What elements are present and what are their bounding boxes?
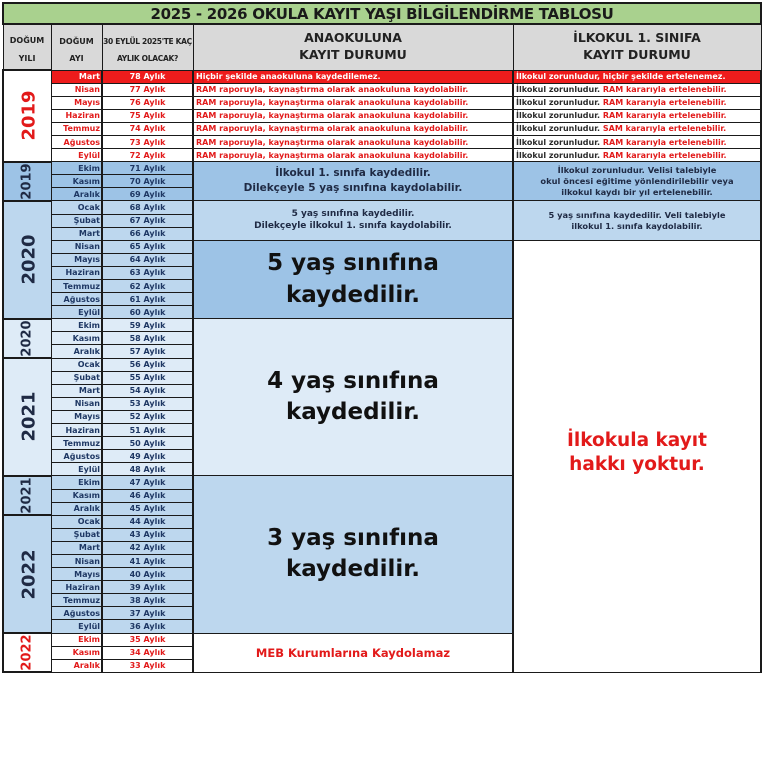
birth-month: Ocak: [51, 201, 102, 214]
birth-month: Nisan: [51, 83, 102, 96]
age-months: 71 Aylık: [102, 162, 193, 175]
birth-month: Eylül: [51, 149, 102, 162]
table-row: [3, 201, 761, 214]
age-months: 78 Aylık: [102, 70, 193, 83]
birth-month: Kasım: [51, 646, 102, 659]
primary-status: İlkokul zorunludur. RAM kararıyla ertelenebilir.: [513, 96, 761, 109]
age-months: 69 Aylık: [102, 188, 193, 201]
preschool-status: RAM raporuyla, kaynaştırma olarak anaokuluna kaydolabilir.: [193, 122, 513, 135]
birth-month: Mart: [51, 384, 102, 397]
age-months: 73 Aylık: [102, 135, 193, 148]
primary-status: İlkokul zorunludur. RAM kararıyla ertelenebilir.: [513, 83, 761, 96]
birth-month: Ağustos: [51, 293, 102, 306]
birth-year-cell: 2019: [3, 162, 51, 201]
age-months: 62 Aylık: [102, 280, 193, 293]
age-months: 38 Aylık: [102, 594, 193, 607]
age-months: 45 Aylık: [102, 502, 193, 515]
age-months: 75 Aylık: [102, 109, 193, 122]
birth-month: Mayıs: [51, 568, 102, 581]
primary-status: 5 yaş sınıfına kaydedilir. Veli talebiyle ilkokul 1. sınıfa kaydolabilir.: [513, 201, 761, 240]
preschool-status-3yas: 3 yaş sınıfına kaydedilir.: [193, 476, 513, 633]
birth-month: Haziran: [51, 581, 102, 594]
age-months: 55 Aylık: [102, 371, 193, 384]
preschool-status: RAM raporuyla, kaynaştırma olarak anaokuluna kaydolabilir.: [193, 135, 513, 148]
header-preschool: ANAOKULUNA KAYIT DURUMU: [193, 24, 513, 70]
birth-month: Aralık: [51, 345, 102, 358]
primary-status: İlkokul zorunludur. RAM kararıyla ertelenebilir.: [513, 135, 761, 148]
birth-month: Ağustos: [51, 607, 102, 620]
age-months: 59 Aylık: [102, 319, 193, 332]
table-row: [3, 70, 761, 83]
table-row: [3, 149, 761, 162]
age-months: 47 Aylık: [102, 476, 193, 489]
header-birth-year: DOĞUM YILI: [3, 24, 51, 70]
age-months: 70 Aylık: [102, 175, 193, 188]
birth-month: Temmuz: [51, 594, 102, 607]
birth-month: Eylül: [51, 463, 102, 476]
preschool-status: Hiçbir şekilde anaokuluna kaydedilemez.: [193, 70, 513, 83]
header-birth-month: DOĞUM AYI: [51, 24, 102, 70]
birth-year-cell: 2021: [3, 476, 51, 515]
birth-month: Kasım: [51, 489, 102, 502]
age-months: 50 Aylık: [102, 437, 193, 450]
age-months: 61 Aylık: [102, 293, 193, 306]
age-months: 66 Aylık: [102, 227, 193, 240]
birth-month: Ocak: [51, 358, 102, 371]
birth-month: Mart: [51, 227, 102, 240]
birth-month: Şubat: [51, 528, 102, 541]
birth-year-cell: 2022: [3, 515, 51, 633]
table-row: [3, 240, 761, 253]
birth-month: Ekim: [51, 162, 102, 175]
age-months: 60 Aylık: [102, 306, 193, 319]
primary-status: İlkokul zorunludur, hiçbir şekilde ertelenemez.: [513, 70, 761, 83]
preschool-status: İlkokul 1. sınıfa kaydedilir. Dilekçeyle 5 yaş sınıfına kaydolabilir.: [193, 162, 513, 201]
header-row: [3, 24, 761, 70]
registration-age-table-container: [2, 2, 760, 673]
age-months: 64 Aylık: [102, 253, 193, 266]
birth-month: Mayıs: [51, 253, 102, 266]
birth-month: Temmuz: [51, 280, 102, 293]
birth-month: Ekim: [51, 319, 102, 332]
preschool-status: RAM raporuyla, kaynaştırma olarak anaokuluna kaydolabilir.: [193, 109, 513, 122]
age-months: 58 Aylık: [102, 332, 193, 345]
table-row: [3, 109, 761, 122]
table-row: [3, 122, 761, 135]
birth-month: Ocak: [51, 515, 102, 528]
age-months: 57 Aylık: [102, 345, 193, 358]
table-title: 2025 - 2026 OKULA KAYIT YAŞI BİLGİLENDİRME TABLOSU: [3, 3, 761, 24]
age-months: 39 Aylık: [102, 581, 193, 594]
primary-status: İlkokul zorunludur. Velisi talebiyle okul öncesi eğitime yönlendirilebilir veya ilkokul kaydı bir yıl ertelenebilir.: [513, 162, 761, 201]
age-months: 76 Aylık: [102, 96, 193, 109]
age-months: 37 Aylık: [102, 607, 193, 620]
birth-month: Nisan: [51, 554, 102, 567]
preschool-status: RAM raporuyla, kaynaştırma olarak anaokuluna kaydolabilir.: [193, 96, 513, 109]
birth-month: Eylül: [51, 306, 102, 319]
birth-month: Temmuz: [51, 122, 102, 135]
preschool-status: RAM raporuyla, kaynaştırma olarak anaokuluna kaydolabilir.: [193, 149, 513, 162]
primary-status-no-right: İlkokula kayıt hakkı yoktur.: [513, 240, 761, 672]
birth-month: Temmuz: [51, 437, 102, 450]
birth-month: Şubat: [51, 371, 102, 384]
birth-month: Ağustos: [51, 450, 102, 463]
age-months: 48 Aylık: [102, 463, 193, 476]
birth-year-cell: 2020: [3, 319, 51, 358]
age-months: 56 Aylık: [102, 358, 193, 371]
birth-month: Aralık: [51, 188, 102, 201]
primary-status: İlkokul zorunludur. SAM kararıyla ertelenebilir.: [513, 122, 761, 135]
age-months: 53 Aylık: [102, 397, 193, 410]
birth-month: Kasım: [51, 175, 102, 188]
registration-age-table: [2, 2, 762, 673]
birth-month: Haziran: [51, 266, 102, 279]
preschool-status-5yas: 5 yaş sınıfına kaydedilir.: [193, 240, 513, 319]
birth-year-cell: 2019: [3, 70, 51, 162]
age-months: 43 Aylık: [102, 528, 193, 541]
birth-month: Mayıs: [51, 410, 102, 423]
birth-month: Ekim: [51, 476, 102, 489]
birth-year-cell: 2022: [3, 633, 51, 672]
age-months: 46 Aylık: [102, 489, 193, 502]
age-months: 36 Aylık: [102, 620, 193, 633]
preschool-status: RAM raporuyla, kaynaştırma olarak anaokuluna kaydolabilir.: [193, 83, 513, 96]
age-months: 51 Aylık: [102, 424, 193, 437]
age-months: 77 Aylık: [102, 83, 193, 96]
birth-month: Kasım: [51, 332, 102, 345]
age-months: 41 Aylık: [102, 554, 193, 567]
table-row: [3, 96, 761, 109]
primary-status: İlkokul zorunludur. RAM kararıyla ertelenebilir.: [513, 109, 761, 122]
age-months: 49 Aylık: [102, 450, 193, 463]
birth-month: Ağustos: [51, 135, 102, 148]
header-primary: İLKOKUL 1. SINIFA KAYIT DURUMU: [513, 24, 761, 70]
birth-year-cell: 2020: [3, 201, 51, 319]
birth-year-cell: 2021: [3, 358, 51, 476]
age-months: 65 Aylık: [102, 240, 193, 253]
age-months: 44 Aylık: [102, 515, 193, 528]
birth-month: Ekim: [51, 633, 102, 646]
age-months: 35 Aylık: [102, 633, 193, 646]
birth-month: Aralık: [51, 502, 102, 515]
birth-month: Aralık: [51, 659, 102, 672]
preschool-status-4yas: 4 yaş sınıfına kaydedilir.: [193, 319, 513, 476]
preschool-status: 5 yaş sınıfına kaydedilir. Dilekçeyle ilkokul 1. sınıfa kaydolabilir.: [193, 201, 513, 240]
birth-month: Mayıs: [51, 96, 102, 109]
birth-month: Haziran: [51, 424, 102, 437]
birth-month: Şubat: [51, 214, 102, 227]
age-months: 34 Aylık: [102, 646, 193, 659]
age-months: 52 Aylık: [102, 410, 193, 423]
table-row: [3, 162, 761, 175]
age-months: 54 Aylık: [102, 384, 193, 397]
age-months: 42 Aylık: [102, 541, 193, 554]
age-months: 68 Aylık: [102, 201, 193, 214]
birth-month: Mart: [51, 541, 102, 554]
header-age-months: 30 EYLÜL 2025'TE KAÇ AYLIK OLACAK?: [102, 24, 193, 70]
age-months: 72 Aylık: [102, 149, 193, 162]
primary-status: İlkokul zorunludur. RAM kararıyla ertelenebilir.: [513, 149, 761, 162]
age-months: 74 Aylık: [102, 122, 193, 135]
birth-month: Eylül: [51, 620, 102, 633]
age-months: 40 Aylık: [102, 568, 193, 581]
table-row: [3, 135, 761, 148]
age-months: 63 Aylık: [102, 266, 193, 279]
preschool-status-meb: MEB Kurumlarına Kaydolamaz: [193, 633, 513, 672]
table-row: [3, 83, 761, 96]
age-months: 33 Aylık: [102, 659, 193, 672]
birth-month: Nisan: [51, 397, 102, 410]
birth-month: Mart: [51, 70, 102, 83]
birth-month: Nisan: [51, 240, 102, 253]
age-months: 67 Aylık: [102, 214, 193, 227]
birth-month: Haziran: [51, 109, 102, 122]
